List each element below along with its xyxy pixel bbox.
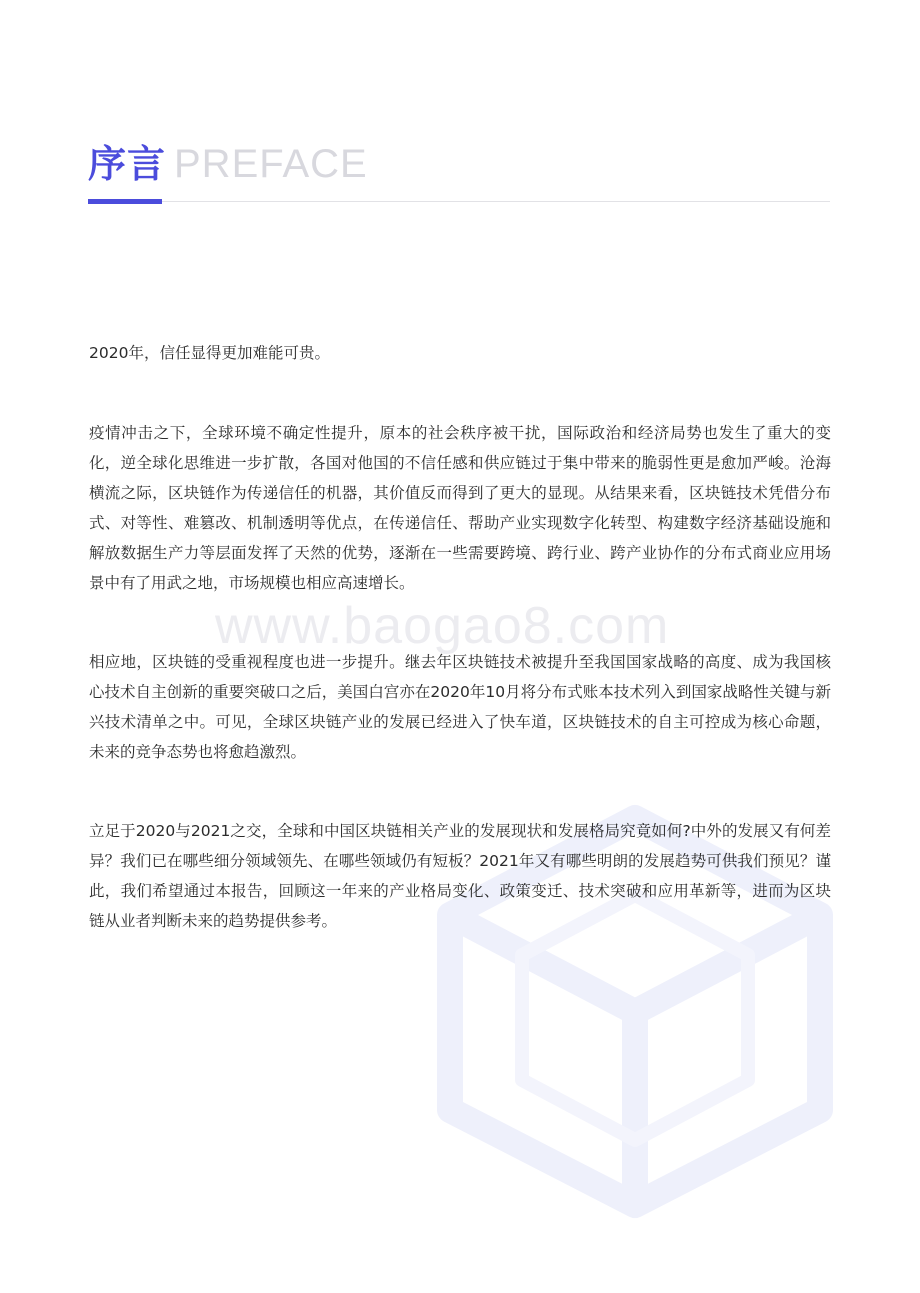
paragraph-intro: 2020年，信任显得更加难能可贵。 — [89, 344, 330, 362]
title-accent-bar — [88, 199, 162, 204]
watermark: www.baogao8.com — [215, 597, 670, 655]
header-divider — [88, 201, 830, 202]
page-title-en: PREFACE — [174, 142, 368, 186]
preface-body — [89, 338, 831, 985]
page-header — [88, 140, 830, 206]
page-title: 序言 — [88, 142, 167, 186]
paragraph-purpose: 立足于2020与2021之交，全球和中国区块链相关产业的发展现状和发展格局究竟如何?中外的发展又有何差异？我们已在哪些细分领域领先、在哪些领域仍有短板？2021年又有哪些明朗的发展趋势可供我们预见？谨此，我们希望通过本报告，回顾这一年来的产业格局变化、政策变迁、技术突破和应用革新等，进而为区块链从业者判断未来的趋势提供参考。 — [89, 822, 831, 930]
paragraph-importance: 相应地，区块链的受重视程度也进一步提升。继去年区块链技术被提升至我国国家战略的高度、成为我国核心技术自主创新的重要突破口之后，美国白宫亦在2020年10月将分布式账本技术列入到国家战略性关键与新兴技术清单之中。可见，全球区块链产业的发展已经进入了快车道，区块链技术的自主可控成为核心命题，未来的竞争态势也将愈趋激烈。 — [89, 653, 831, 761]
paragraph-context: 疫情冲击之下，全球环境不确定性提升，原本的社会秩序被干扰，国际政治和经济局势也发生了重大的变化，逆全球化思维进一步扩散，各国对他国的不信任感和供应链过于集中带来的脆弱性更是愈加严峻。沧海横流之际，区块链作为传递信任的机器，其价值反而得到了更大的显现。从结果来看，区块链技术凭借分布式、对等性、难篡改、机制透明等优点，在传递信任、帮助产业实现数字化转型、构建数字经济基础设施和解放数据生产力等层面发挥了天然的优势，逐渐在一些需要跨境、跨行业、跨产业协作的分布式商业应用场景中有了用武之地，市场规模也相应高速增长。 — [89, 424, 831, 592]
